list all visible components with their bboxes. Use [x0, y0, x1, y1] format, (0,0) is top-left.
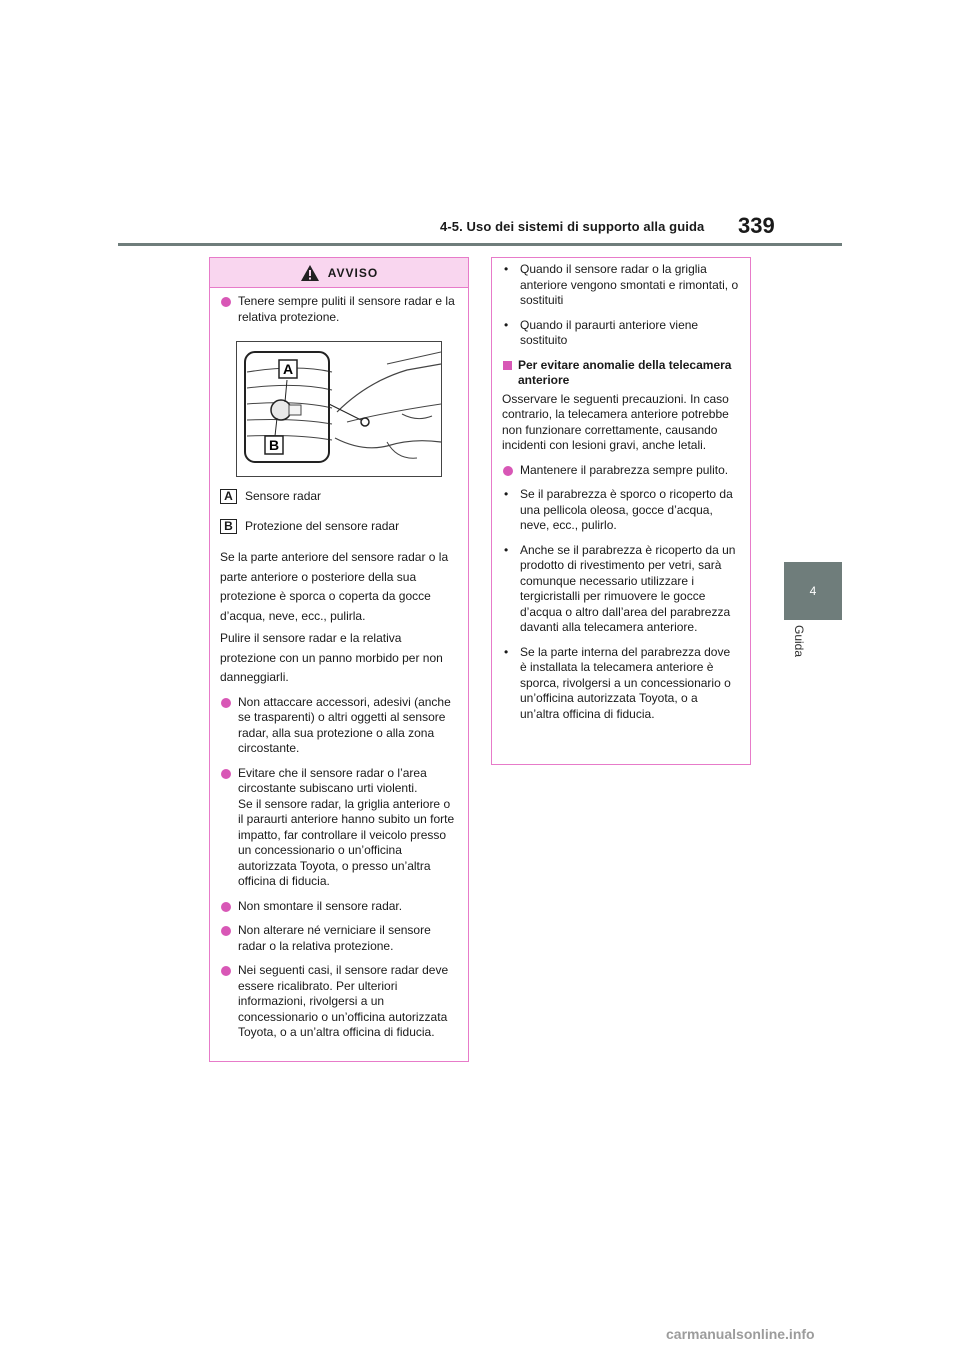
chapter-tab: 4	[784, 562, 842, 620]
square-bullet-icon	[503, 361, 512, 370]
continuation-content	[492, 258, 750, 722]
dash-item: • Quando il paraurti anteriore viene sostituito	[504, 317, 699, 347]
radar-sensor-illustration	[236, 341, 442, 477]
bullet-item: Tenere sempre puliti il sensore radar e la relativa protezione.	[220, 294, 458, 325]
paragraph: Se la parte anteriore del sensore radar o la parte anteriore o posteriore della sua protezione è sporca o coperta da gocce d’acqua, neve, ecc., pulirla.	[220, 550, 449, 623]
page-number: 339	[738, 213, 775, 238]
figure-label-b: B	[268, 437, 280, 453]
bullet-dot-icon	[221, 698, 231, 708]
legend-item: A Sensore radar	[220, 489, 458, 505]
bullet-dot-icon	[221, 926, 231, 936]
bullet-item: Mantenere il parabrezza sempre pulito.	[502, 463, 740, 479]
figure-label-a: A	[282, 361, 294, 377]
bullet-dot-icon	[503, 466, 513, 476]
warning-title: AVVISO	[327, 265, 379, 280]
chapter-label: Guida	[792, 625, 806, 658]
car-front-illustration	[237, 342, 441, 476]
bullet-dot-icon	[221, 297, 231, 307]
section-title: 4-5. Uso dei sistemi di supporto alla guida	[440, 219, 705, 234]
legend-key-a: A	[220, 489, 237, 504]
warning-continuation-box	[491, 257, 751, 765]
warning-content	[210, 288, 468, 1041]
footer-watermark: carmanualsonline.info	[666, 1326, 815, 1342]
figure-legend	[220, 489, 458, 534]
legend-key-b: B	[220, 519, 237, 534]
header-rule	[118, 243, 842, 246]
legend-item: B Protezione del sensore radar	[220, 519, 458, 535]
bullet-dot-icon	[221, 769, 231, 779]
paragraph: Pulire il sensore radar e la relativa protezione con un panno morbido per non danneggiarli.	[220, 631, 443, 684]
dash-item: • Se la parte interna del parabrezza dove è installata la telecamera anteriore è sporca, rivolgersi a un concessionario o un’officina autorizzata Toyota, o a un’altra officina di fiducia.	[504, 644, 731, 721]
bullet-item: Non attaccare accessori, adesivi (anche se trasparenti) o altri oggetti al sensore radar, alla sua protezione o alla zona circostante.	[220, 695, 458, 757]
warning-box	[209, 257, 469, 1062]
warning-header	[210, 258, 468, 288]
bullet-item: Evitare che il sensore radar o l’area circostante subiscano urti violenti. Se il sensore radar, la griglia anteriore o il paraurti anteriore hanno subito un forte impatto, far controllare il veicolo presso un concessionario o un’officina autorizzata Toyota, o presso un’altra officina di fiducia.	[220, 766, 458, 890]
dash-item: • Anche se il parabrezza è ricoperto da un prodotto di rivestimento per vetri, sarà comunque necessario utilizzare i tergicristalli per rimuovere le gocce d’acqua o altro dall’area del parabrezza davanti alla telecamera anteriore.	[504, 542, 736, 634]
bullet-dot-icon	[221, 902, 231, 912]
bullet-dot-icon	[221, 966, 231, 976]
warning-triangle-icon	[300, 264, 320, 282]
bullet-item: Non smontare il sensore radar.	[220, 899, 458, 915]
dash-item: • Se il parabrezza è sporco o ricoperto da una pellicola oleosa, gocce d’acqua, neve, ecc., pulirlo.	[504, 487, 733, 532]
paragraph: Osservare le seguenti precauzioni. In caso contrario, la telecamera anteriore potrebbe non funzionare correttamente, causando incidenti con lesioni gravi, anche letali.	[502, 391, 729, 452]
bullet-item: Non alterare né verniciare il sensore radar o la relativa protezione.	[220, 923, 458, 954]
bullet-item: Nei seguenti casi, il sensore radar deve essere ricalibrato. Per ulteriori informazioni, rivolgersi a un concessionario o un’officina autorizzata Toyota, o a un’altra officina di fiducia.	[220, 963, 458, 1041]
dash-item: • Quando il sensore radar o la griglia anteriore vengono smontati e rimontati, o sostituiti	[504, 262, 739, 307]
subheading: Per evitare anomalie della telecamera anteriore	[502, 358, 740, 389]
